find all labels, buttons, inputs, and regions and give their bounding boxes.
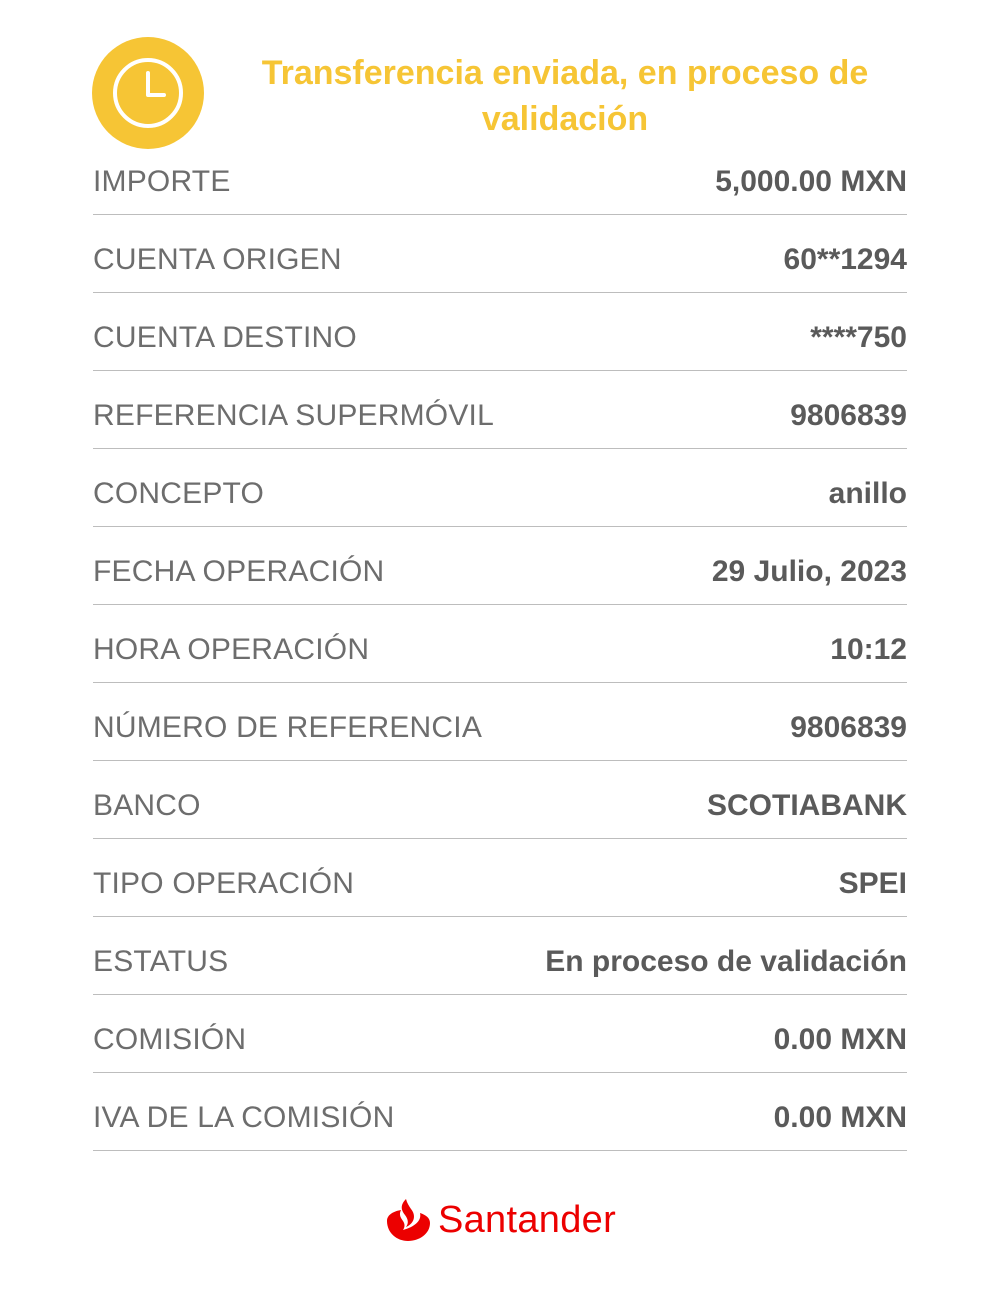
detail-value: 0.00 MXN [773, 1022, 907, 1056]
detail-label: ESTATUS [93, 944, 229, 978]
detail-label: NÚMERO DE REFERENCIA [93, 710, 483, 744]
clock-icon [92, 37, 204, 149]
detail-value: 5,000.00 MXN [715, 164, 907, 198]
detail-row-cuenta-origen [93, 215, 907, 293]
transfer-details-list [93, 137, 907, 1151]
detail-label: CONCEPTO [93, 476, 265, 510]
detail-label: BANCO [93, 788, 201, 822]
detail-value: 9806839 [790, 710, 907, 744]
detail-row-referencia-supermovil [93, 371, 907, 449]
pending-status-badge [92, 37, 204, 149]
detail-label: IMPORTE [93, 164, 231, 198]
brand-logo [384, 1197, 616, 1243]
detail-label: FECHA OPERACIÓN [93, 554, 385, 588]
detail-label: REFERENCIA SUPERMÓVIL [93, 398, 494, 432]
detail-value: 9806839 [790, 398, 907, 432]
detail-label: CUENTA ORIGEN [93, 242, 342, 276]
flame-logo-icon [384, 1197, 432, 1243]
detail-value: 60**1294 [783, 242, 907, 276]
detail-row-comision [93, 995, 907, 1073]
detail-row-concepto [93, 449, 907, 527]
detail-value: 0.00 MXN [773, 1100, 907, 1134]
detail-row-banco [93, 761, 907, 839]
detail-row-estatus [93, 917, 907, 995]
detail-value: anillo [828, 476, 907, 510]
detail-label: HORA OPERACIÓN [93, 632, 370, 666]
detail-label: CUENTA DESTINO [93, 320, 357, 354]
detail-row-tipo-operacion [93, 839, 907, 917]
detail-value: SCOTIABANK [707, 788, 907, 822]
detail-row-cuenta-destino [93, 293, 907, 371]
detail-label: TIPO OPERACIÓN [93, 866, 355, 900]
detail-value: SPEI [838, 866, 907, 900]
detail-label: IVA DE LA COMISIÓN [93, 1100, 395, 1134]
detail-row-hora-operacion [93, 605, 907, 683]
receipt-header [0, 0, 1000, 150]
detail-row-importe [93, 137, 907, 215]
detail-label: COMISIÓN [93, 1022, 247, 1056]
detail-row-numero-referencia [93, 683, 907, 761]
footer [0, 1190, 1000, 1250]
page-title: Transferencia enviada, en proceso de validación [261, 54, 869, 138]
detail-row-iva-comision [93, 1073, 907, 1151]
detail-value: 10:12 [830, 632, 907, 666]
detail-value: 29 Julio, 2023 [711, 554, 907, 588]
detail-value: En proceso de validación [545, 944, 907, 978]
detail-row-fecha-operacion [93, 527, 907, 605]
detail-value: ****750 [810, 320, 907, 354]
brand-name: Santander [437, 1198, 617, 1241]
